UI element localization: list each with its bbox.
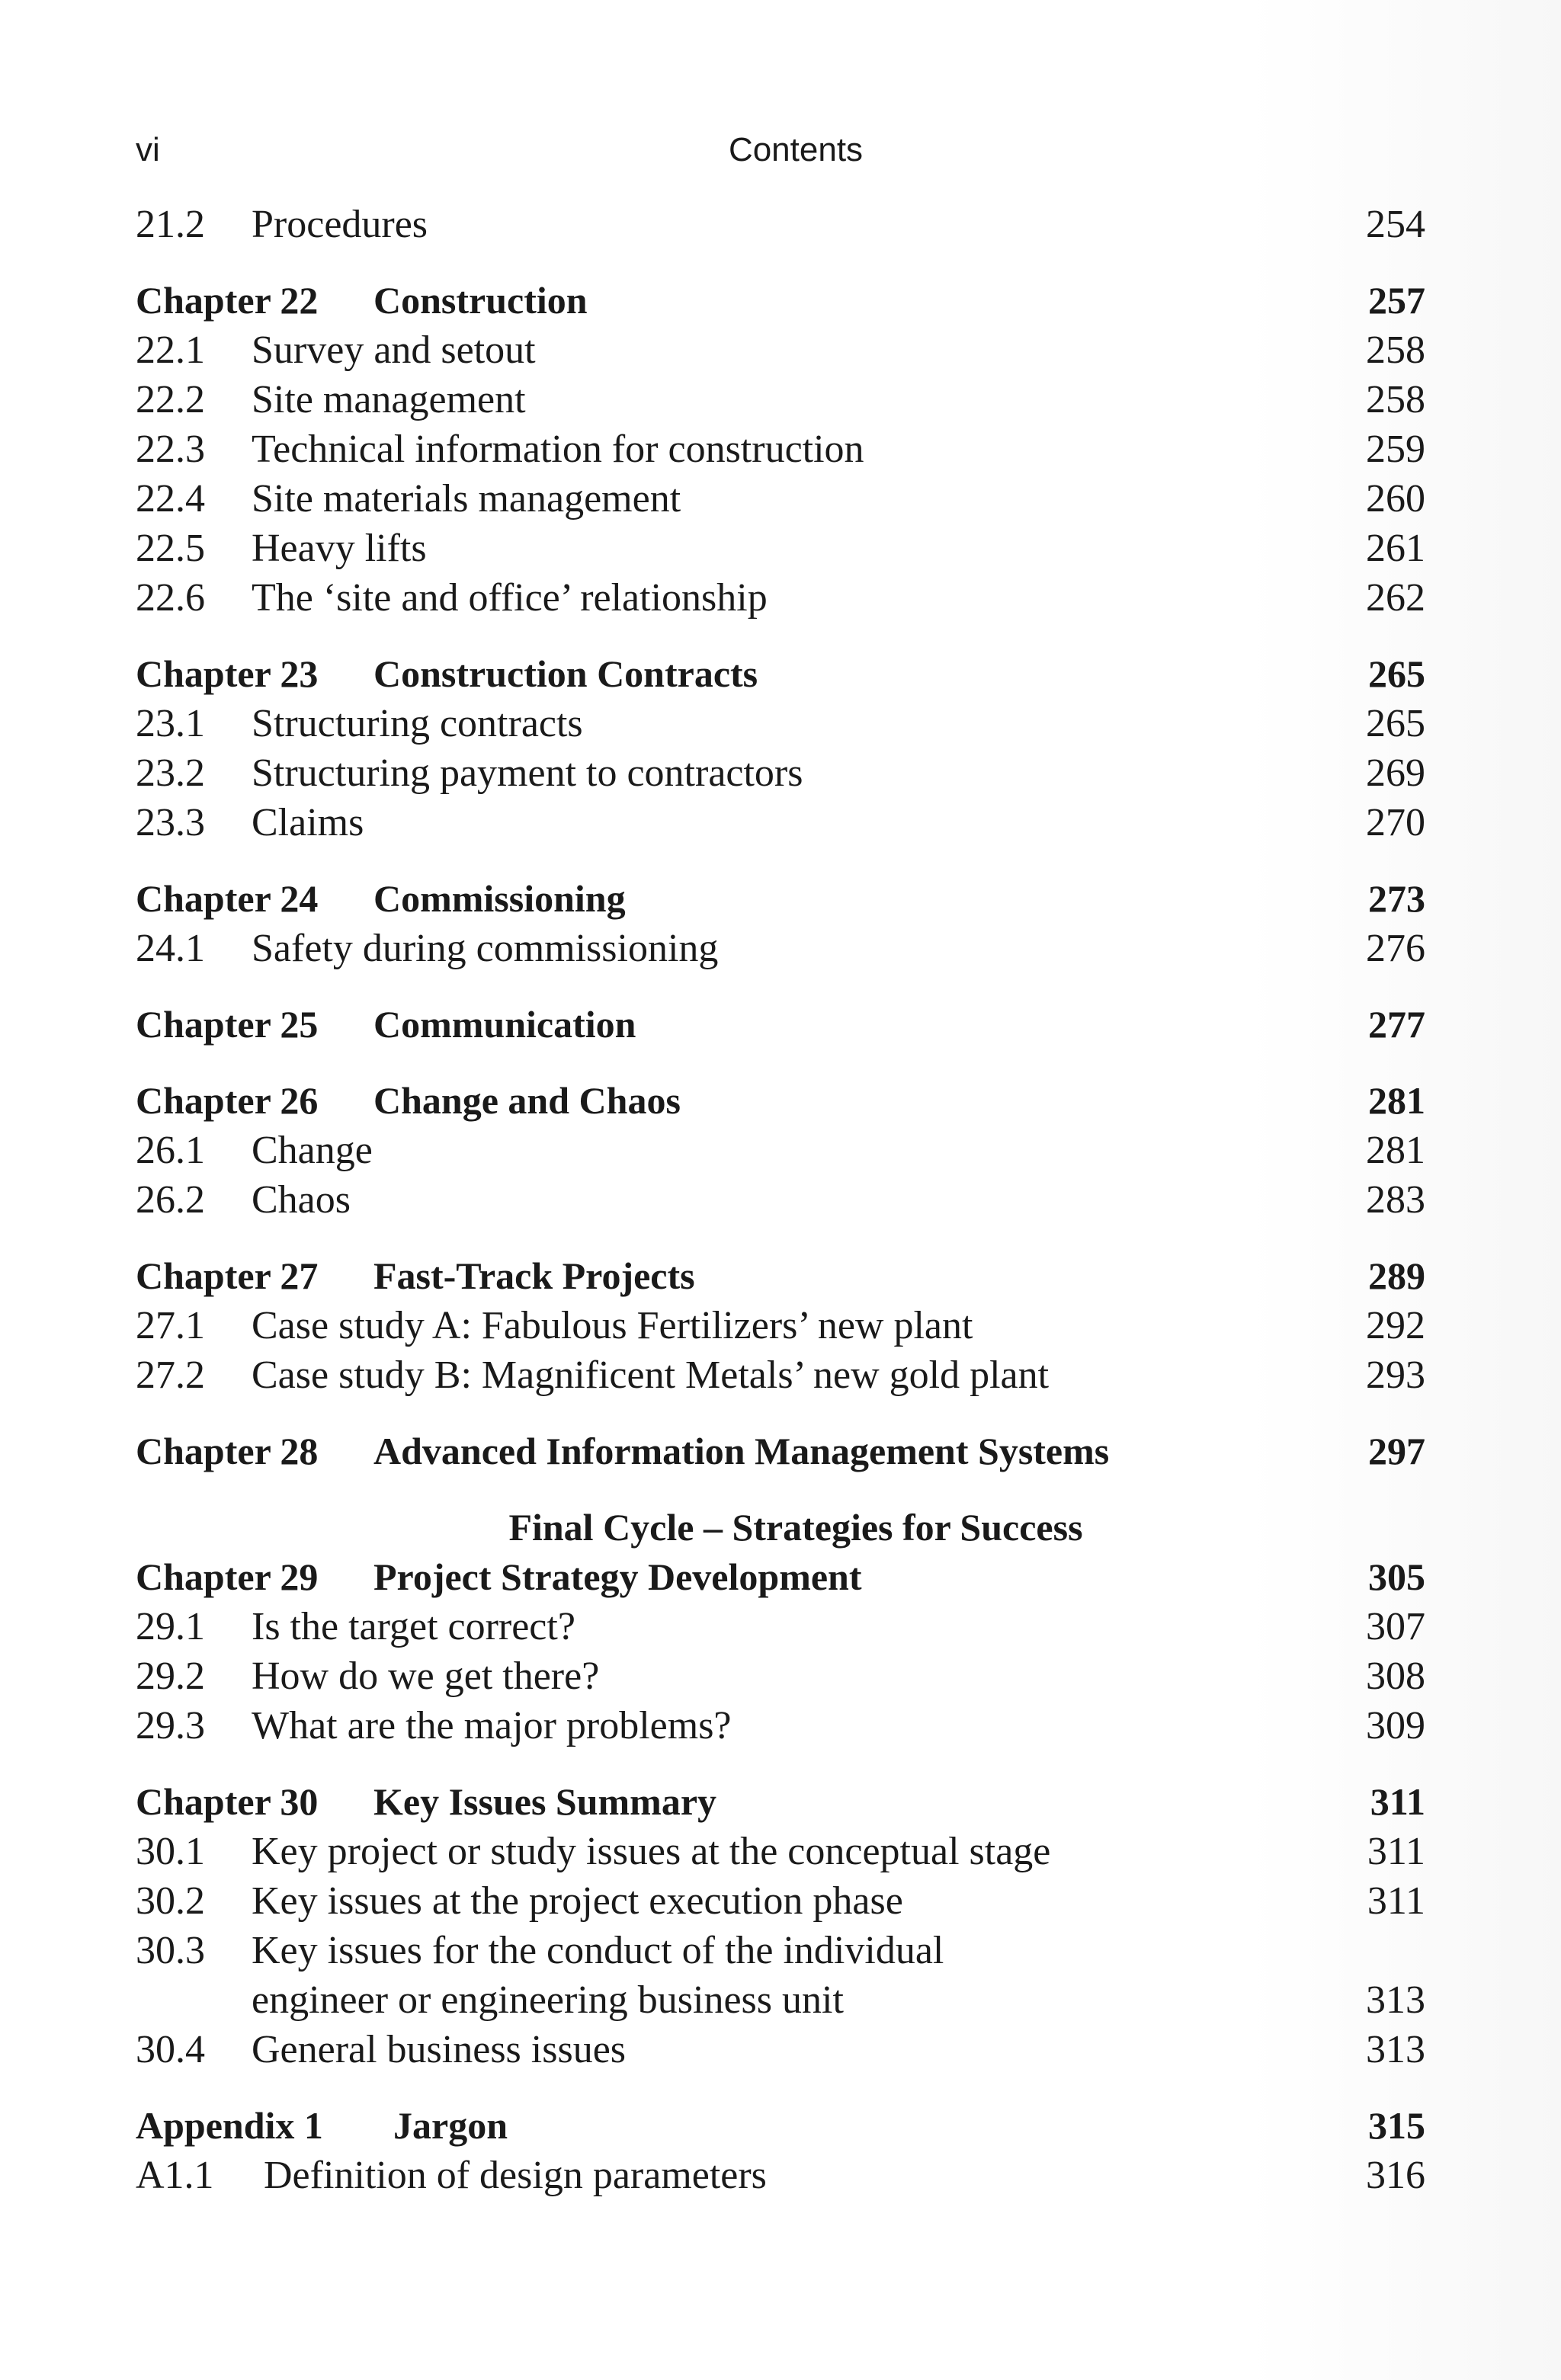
toc-section-entry bbox=[136, 1126, 1425, 1175]
toc-chapter-23 bbox=[136, 649, 1425, 699]
section-number: 30.4 bbox=[136, 2028, 205, 2071]
section-title-line-1: Key issues for the conduct of the individual bbox=[252, 1929, 944, 1972]
chapter-label: Chapter 25 bbox=[136, 1003, 319, 1046]
chapter-title: Change and Chaos bbox=[373, 1079, 681, 1122]
page-number: 311 bbox=[1367, 1879, 1425, 1923]
section-title bbox=[252, 1926, 944, 2025]
chapter-page-number: 277 bbox=[1368, 1003, 1425, 1046]
section-number: 22.2 bbox=[136, 378, 205, 421]
section-number: 29.1 bbox=[136, 1605, 205, 1648]
toc-section-entry bbox=[136, 474, 1425, 524]
section-number: 22.3 bbox=[136, 428, 205, 471]
section-title: Key project or study issues at the conceptual stage bbox=[252, 1830, 1051, 1873]
toc-section-entry bbox=[136, 1651, 1425, 1701]
page-number: 293 bbox=[1366, 1353, 1425, 1397]
toc-section-entry bbox=[136, 375, 1425, 424]
page-number: 309 bbox=[1366, 1704, 1425, 1747]
section-title: Site materials management bbox=[252, 477, 681, 521]
page-number: 276 bbox=[1366, 927, 1425, 970]
section-title: How do we get there? bbox=[252, 1654, 600, 1698]
section-number: 29.3 bbox=[136, 1704, 205, 1747]
page-number: 265 bbox=[1366, 702, 1425, 745]
chapter-title: Commissioning bbox=[373, 877, 626, 920]
chapter-page-number: 265 bbox=[1368, 652, 1425, 695]
chapter-label: Chapter 24 bbox=[136, 877, 319, 920]
appendix-page-number: 315 bbox=[1368, 2104, 1425, 2147]
toc-section-entry bbox=[136, 699, 1425, 748]
section-title: Site management bbox=[252, 378, 526, 421]
chapter-page-number: 311 bbox=[1370, 1780, 1425, 1823]
section-title: Safety during commissioning bbox=[252, 927, 719, 970]
section-number: 26.2 bbox=[136, 1178, 205, 1222]
toc-chapter-26 bbox=[136, 1076, 1425, 1126]
page-number: 262 bbox=[1366, 576, 1425, 620]
toc-section-entry bbox=[136, 1175, 1425, 1225]
chapter-page-number: 289 bbox=[1368, 1254, 1425, 1297]
page-number: 313 bbox=[1366, 2028, 1425, 2071]
page-number: 270 bbox=[1366, 801, 1425, 844]
toc-section-entry bbox=[136, 1926, 1425, 2025]
chapter-label: Chapter 26 bbox=[136, 1079, 319, 1122]
section-title: What are the major problems? bbox=[252, 1704, 732, 1747]
section-title: Key issues at the project execution phase bbox=[252, 1879, 903, 1923]
section-title: Claims bbox=[252, 801, 364, 844]
chapter-title: Construction Contracts bbox=[373, 652, 758, 695]
toc-section-entry bbox=[136, 798, 1425, 847]
section-number: 26.1 bbox=[136, 1129, 205, 1172]
section-number: 23.1 bbox=[136, 702, 205, 745]
chapter-label: Chapter 28 bbox=[136, 1430, 319, 1472]
page-folio: vi bbox=[136, 131, 160, 168]
section-title: Is the target correct? bbox=[252, 1605, 575, 1648]
toc-chapter-27 bbox=[136, 1251, 1425, 1301]
section-title: Case study A: Fabulous Fertilizers’ new plant bbox=[252, 1304, 973, 1347]
appendix-title: Jargon bbox=[393, 2104, 508, 2147]
toc-chapter-28 bbox=[136, 1427, 1425, 1476]
toc-section-entry bbox=[136, 1876, 1425, 1926]
part-title: Final Cycle – Strategies for Success bbox=[508, 1506, 1083, 1549]
chapter-page-number: 273 bbox=[1368, 877, 1425, 920]
section-title: Survey and setout bbox=[252, 328, 536, 372]
page-number: 313 bbox=[1366, 1978, 1425, 2022]
section-title: Structuring payment to contractors bbox=[252, 751, 803, 795]
section-title: The ‘site and office’ relationship bbox=[252, 576, 768, 620]
section-number: 27.2 bbox=[136, 1353, 205, 1397]
toc-section-entry bbox=[136, 1301, 1425, 1350]
section-title: General business issues bbox=[252, 2028, 627, 2071]
section-number: 23.2 bbox=[136, 751, 205, 795]
chapter-title: Advanced Information Management Systems bbox=[373, 1430, 1110, 1472]
section-number: 22.6 bbox=[136, 576, 205, 620]
toc-chapter-25 bbox=[136, 1000, 1425, 1049]
page-number: 307 bbox=[1366, 1605, 1425, 1648]
section-number: A1.1 bbox=[136, 2154, 214, 2197]
page-number: 258 bbox=[1366, 378, 1425, 421]
chapter-label: Chapter 27 bbox=[136, 1254, 319, 1297]
toc-section-entry bbox=[136, 2151, 1425, 2200]
section-title: Case study B: Magnificent Metals’ new gold plant bbox=[252, 1353, 1050, 1397]
page-number: 258 bbox=[1366, 328, 1425, 372]
section-title: Chaos bbox=[252, 1178, 351, 1222]
page-number: 254 bbox=[1366, 203, 1425, 246]
toc-chapter-30 bbox=[136, 1777, 1425, 1827]
chapter-page-number: 297 bbox=[1368, 1430, 1425, 1472]
section-number: 27.1 bbox=[136, 1304, 205, 1347]
chapter-title: Project Strategy Development bbox=[373, 1555, 862, 1598]
toc-appendix-1 bbox=[136, 2101, 1425, 2151]
chapter-page-number: 257 bbox=[1368, 279, 1425, 322]
chapter-title: Construction bbox=[373, 279, 588, 322]
toc-section-entry bbox=[136, 2025, 1425, 2074]
running-head-title: Contents bbox=[728, 131, 864, 168]
page-number: 281 bbox=[1366, 1129, 1425, 1172]
toc-chapter-22 bbox=[136, 276, 1425, 325]
appendix-label: Appendix 1 bbox=[136, 2104, 323, 2147]
table-of-contents bbox=[136, 200, 1425, 2200]
toc-section-entry bbox=[136, 325, 1425, 375]
section-number: 30.2 bbox=[136, 1879, 205, 1923]
running-head bbox=[136, 131, 1425, 177]
section-number: 30.1 bbox=[136, 1830, 205, 1873]
page-number: 292 bbox=[1366, 1304, 1425, 1347]
chapter-title: Fast-Track Projects bbox=[373, 1254, 695, 1297]
toc-section-entry bbox=[136, 924, 1425, 973]
chapter-page-number: 281 bbox=[1368, 1079, 1425, 1122]
section-title: Procedures bbox=[252, 203, 428, 246]
section-title: Technical information for construction bbox=[252, 428, 864, 471]
section-title: Heavy lifts bbox=[252, 527, 427, 570]
page-number: 311 bbox=[1367, 1830, 1425, 1873]
toc-part-heading bbox=[136, 1503, 1425, 1552]
section-number: 29.2 bbox=[136, 1654, 205, 1698]
toc-chapter-29 bbox=[136, 1552, 1425, 1602]
page-number: 308 bbox=[1366, 1654, 1425, 1698]
section-number: 24.1 bbox=[136, 927, 205, 970]
toc-section-entry bbox=[136, 200, 1425, 249]
page-number: 261 bbox=[1366, 527, 1425, 570]
chapter-label: Chapter 30 bbox=[136, 1780, 319, 1823]
toc-section-entry bbox=[136, 424, 1425, 474]
section-number: 23.3 bbox=[136, 801, 205, 844]
section-number: 21.2 bbox=[136, 203, 205, 246]
toc-section-entry bbox=[136, 748, 1425, 798]
chapter-label: Chapter 22 bbox=[136, 279, 319, 322]
chapter-page-number: 305 bbox=[1368, 1555, 1425, 1598]
toc-section-entry bbox=[136, 1602, 1425, 1651]
page-number: 259 bbox=[1366, 428, 1425, 471]
page-number: 316 bbox=[1366, 2154, 1425, 2197]
chapter-label: Chapter 23 bbox=[136, 652, 319, 695]
toc-section-entry bbox=[136, 1701, 1425, 1751]
section-title-line-2: engineer or engineering business unit bbox=[252, 1978, 844, 2022]
chapter-label: Chapter 29 bbox=[136, 1555, 319, 1598]
chapter-title: Key Issues Summary bbox=[373, 1780, 717, 1823]
page-number: 269 bbox=[1366, 751, 1425, 795]
section-title: Structuring contracts bbox=[252, 702, 583, 745]
toc-section-entry bbox=[136, 1827, 1425, 1876]
section-number: 22.5 bbox=[136, 527, 205, 570]
section-number: 30.3 bbox=[136, 1929, 205, 1972]
toc-chapter-24 bbox=[136, 874, 1425, 924]
page-number: 283 bbox=[1366, 1178, 1425, 1222]
section-title: Definition of design parameters bbox=[264, 2154, 767, 2197]
section-number: 22.4 bbox=[136, 477, 205, 521]
page-number: 260 bbox=[1366, 477, 1425, 521]
toc-section-entry bbox=[136, 1350, 1425, 1400]
section-title: Change bbox=[252, 1129, 373, 1172]
toc-section-entry bbox=[136, 524, 1425, 573]
toc-section-entry bbox=[136, 573, 1425, 623]
section-number: 22.1 bbox=[136, 328, 205, 372]
chapter-title: Communication bbox=[373, 1003, 636, 1046]
